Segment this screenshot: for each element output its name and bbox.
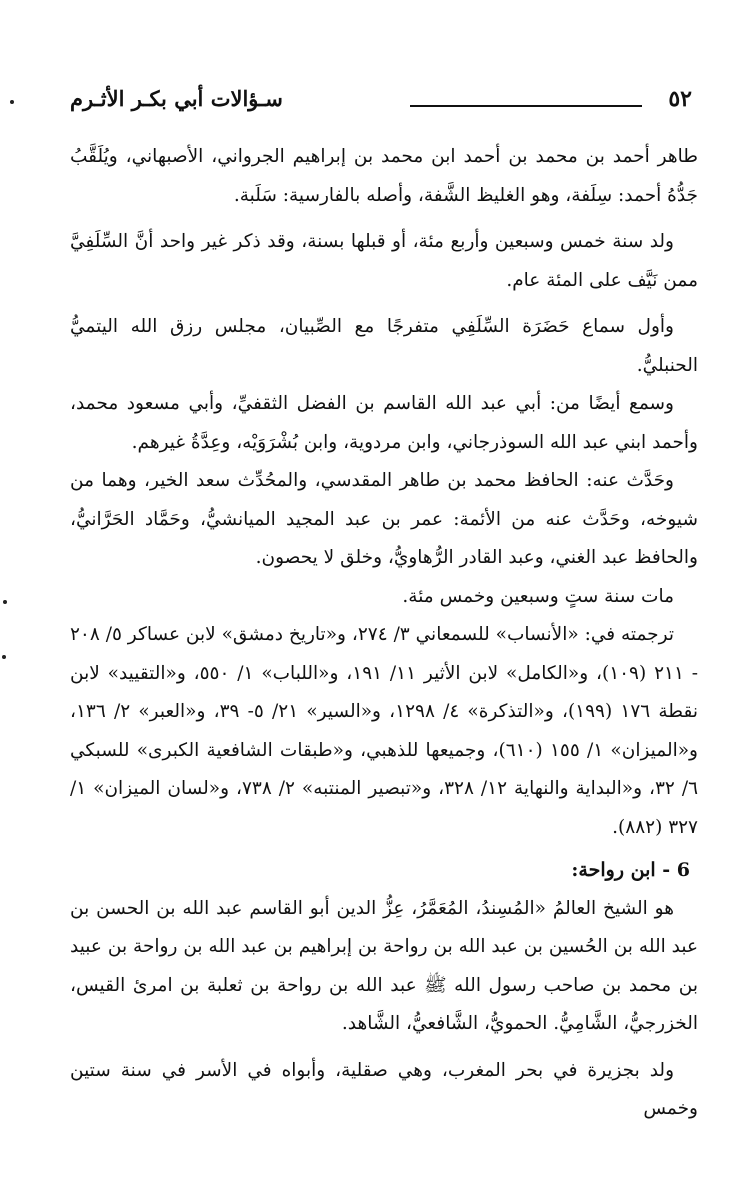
section-paragraph-2: ولد بجزيرة في بحر المغرب، وهي صقلية، وأبواه في الأسر في سنة ستين وخمس — [70, 1059, 698, 1119]
paragraph-4: وسمع أيضًا من: أبي عبد الله القاسم بن الفضل الثقفيِّ، وأبي مسعود محمد، وأحمد ابني عبد الله السوذرجاني، وابن مردوية، وابن بُشْرَوَيْه، وعِدَّةُ غيرهم. — [70, 393, 698, 453]
paragraph-1: طاهر أحمد بن محمد بن أحمد ابن محمد بن إبراهيم الجرواني، الأصبهاني، ويُلَقَّبُ جَدُّهُ أحمد: سِلَفة، وهو الغليظ الشَّفة، وأصله بالفارسية: سَلَبة. — [70, 146, 698, 206]
running-title: سـؤالات أبي بكـر الأثـرم — [70, 86, 283, 111]
margin-mark — [3, 600, 7, 604]
page-header — [70, 86, 692, 122]
page-body — [70, 138, 698, 1129]
section-heading: 6 - ابن رواحة: — [571, 859, 690, 881]
paragraph-3: وأول سماع حَضَرَة السِّلَفِي متفرجًا مع الصِّبيان، مجلس رزق الله اليتميُّ الحنبليُّ. — [70, 316, 698, 376]
page-number: ٥٢ — [668, 86, 692, 112]
paragraph-2: ولد سنة خمس وسبعين وأربع مئة، أو قبلها بسنة، وقد ذكر غير واحد أنَّ السِّلَفِيَّ ممن نَيَّف على المئة عام. — [70, 231, 698, 291]
margin-mark — [10, 100, 14, 104]
header-rule — [410, 105, 642, 107]
paragraph-6: مات سنة ستٍ وسبعين وخمس مئة. — [402, 585, 674, 607]
margin-mark — [2, 655, 6, 659]
paragraph-5: وحَدَّث عنه: الحافظ محمد بن طاهر المقدسي، والمحُدِّث سعد الخير، وهما من شيوخه، وحَدَّث عنه من الأئمة: عمر بن عبد المجيد الميانشيُّ، وحَمَّاد الحَرَّانيُّ، والحافظ عبد الغني، وعبد القادر الرُّهاويُّ، وخلق لا يحصون. — [70, 470, 698, 568]
paragraph-7-sources: ترجمته في: «الأنساب» للسمعاني ٣/ ٢٧٤، و«تاريخ دمشق» لابن عساكر ٥/ ٢٠٨ - ٢١١ (١٠٩)، و«الكامل» لابن الأثير ١١/ ١٩١، و«اللباب» ١/ ٥٥٠، و«التقييد» لابن نقطة ١٧٦ (١٩٩)، و«التذكرة» ٤/ ١٢٩٨، و«السير» ٢١/ ٥- ٣٩، و«العبر» ٢/ ١٣٦، و«الميزان» ١/ ١٥٥ (٦١٠)، وجميعها للذهبي، و«طبقات الشافعية الكبرى» للسبكي ٦/ ٣٢، و«البداية والنهاية ١٢/ ٣٢٨، و«تبصير المنتبه» ٢/ ٧٣٨، و«لسان الميزان» ١/ ٣٢٧ (٨٨٢). — [70, 624, 699, 838]
section-paragraph-1: هو الشيخ العالمُ «المُسِندُ، المُعَمَّرُ، عِزُّ الدين أبو القاسم عبد الله بن الحسن بن عبد الله بن الحُسين بن عبد الله بن رواحة بن إبراهيم بن عبد الله بن رواحة بن عبيد بن محمد بن صاحب رسول الله ﷺ عبد الله بن رواحة بن ثعلبة بن امرئ القيس، الخزرجيُّ، الشَّامِيُّ. الحمويُّ، الشَّافعيُّ، الشَّاهد. — [70, 897, 698, 1034]
